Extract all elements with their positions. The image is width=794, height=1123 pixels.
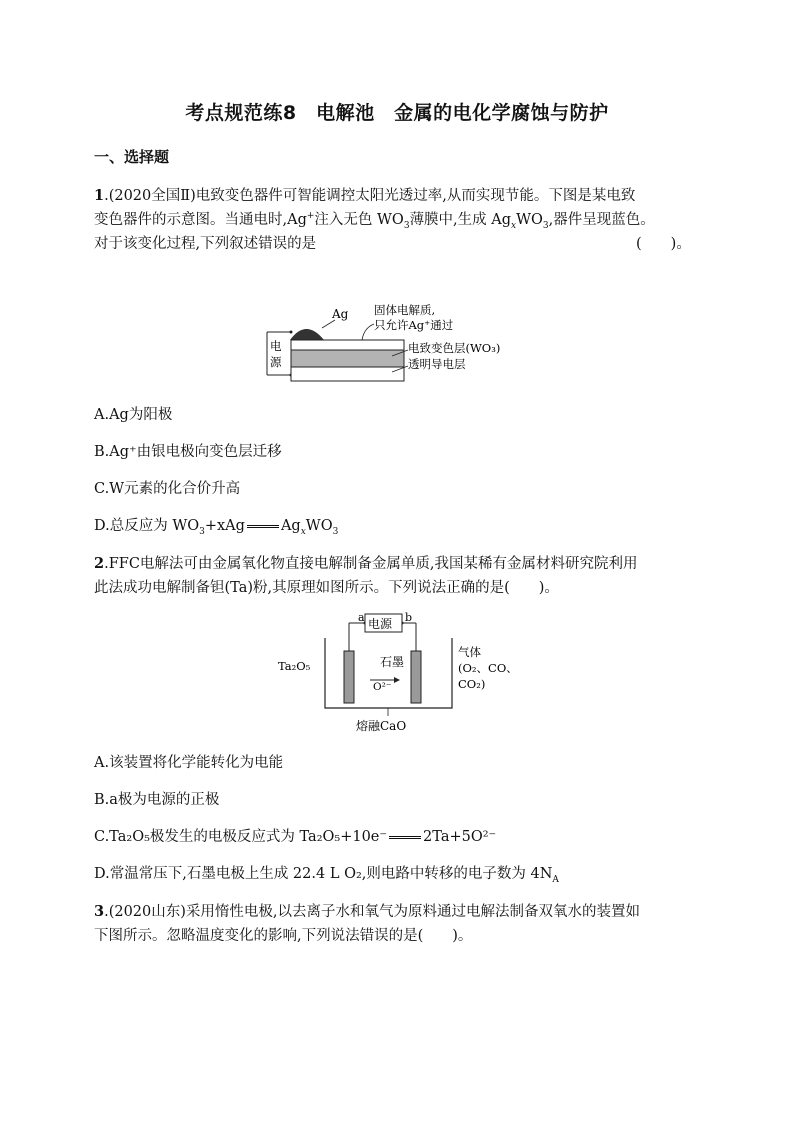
q3-line-1 xyxy=(94,900,640,921)
q2-option-d-text: D.常温常压下,石墨电极上生成 22.4 L O₂,则电路中转移的电子数为 4N xyxy=(94,866,553,882)
graphite-label: 石墨 xyxy=(380,655,405,669)
power-label-1: 电 xyxy=(270,339,282,353)
terminal-a: a xyxy=(358,611,365,624)
ta2o5-electrode xyxy=(344,651,354,703)
q1-text-3: 对于该变化过程,下列叙述错误的是 xyxy=(94,236,317,252)
q3-number: 3 xyxy=(94,903,105,920)
q2-line-1 xyxy=(94,552,638,573)
q2-text-1: .FFC电解法可由金属氧化物直接电解制备金属单质,我国某稀有金属材料研究院利用 xyxy=(104,556,638,572)
q1-line-2: 变色器件的示意图。当通电时,Ag+注入无色 $WO_3$薄膜中,生成 $Ag_xWO_3$,器件呈现蓝色。 xyxy=(94,211,655,231)
power-label-2: 源 xyxy=(270,355,282,369)
q1-number: 1 xyxy=(94,187,105,204)
q3-line-2: 下图所示。忽略温度变化的影响,下列说法错误的是( )。 xyxy=(94,928,473,944)
q1-option-c: C.W元素的化合价升高 xyxy=(94,481,241,497)
q1-line-3 xyxy=(94,232,316,253)
q1-option-a: A.Ag为阳极 xyxy=(94,407,173,423)
q1-option-d: D.总反应为 $WO_3+xAg$ $Ag_xWO_3$ xyxy=(94,518,339,537)
equals-sign xyxy=(389,836,421,839)
power-label: 电源 xyxy=(368,617,393,631)
gas-label-3: CO₂) xyxy=(458,677,486,691)
ag-label: Ag xyxy=(332,307,349,321)
q2-option-b: B.a极为电源的正极 xyxy=(94,792,220,808)
q1-line-1 xyxy=(94,184,635,205)
q1-text-2c: 薄膜中,生成 Ag xyxy=(409,212,512,228)
q1-answer-paren: ( )。 xyxy=(636,236,691,252)
equals-sign xyxy=(247,525,279,528)
q1-option-d-c: Ag xyxy=(280,518,301,534)
section-heading: 一、选择题 xyxy=(94,148,170,166)
electrolyte-label-1: 固体电解质, xyxy=(374,303,436,317)
q2-option-d-sub: A xyxy=(552,874,559,885)
q3-text-1: .(2020山东)采用惰性电极,以去离子水和氧气为原料通过电解法制备双氧水的装置如 xyxy=(104,904,641,920)
q2-option-c-a: C.Ta₂O₅极发生的电极反应式为 Ta₂O₅+10e⁻ xyxy=(94,829,388,845)
gas-label-2: (O₂、CO、 xyxy=(458,661,518,675)
q2-line-2: 此法成功电解制备钽(Ta)粉,其原理如图所示。下列说法正确的是( )。 xyxy=(94,580,559,596)
q1-option-d-b: +xAg xyxy=(204,518,245,534)
electrochromic-layer xyxy=(291,350,404,367)
ag-electrode xyxy=(290,329,324,340)
solid-electrolyte xyxy=(291,340,404,350)
q2-option-d xyxy=(94,862,559,885)
layer2-label: 透明导电层 xyxy=(408,357,466,371)
q1-text-2a: 变色器件的示意图。当通电时,Ag xyxy=(94,212,307,228)
terminal-b: b xyxy=(405,611,413,624)
electrolyte-label-2: 只允许Ag⁺通过 xyxy=(374,318,454,332)
q1-text-1: .(2020全国Ⅱ)电致变色器件可智能调控太阳光透过率,从而实现节能。下图是某电致 xyxy=(104,188,636,204)
q1-text-2d: WO xyxy=(516,212,543,228)
layer1-label: 电致变色层(WO₃) xyxy=(408,341,501,355)
ta2o5-label: Ta₂O₅ xyxy=(278,659,311,673)
q1-option-b: B.Ag⁺由银电极向变色层迁移 xyxy=(94,444,282,460)
gas-label-1: 气体 xyxy=(458,645,481,659)
q1-option-d-d: WO xyxy=(305,518,333,534)
ion-label: O²⁻ xyxy=(373,681,392,693)
transparent-conductive-layer xyxy=(291,367,404,381)
melt-label: 熔融CaO xyxy=(356,719,407,733)
graphite-electrode xyxy=(411,651,421,703)
q1-option-d-a: D.总反应为 WO xyxy=(94,518,200,534)
q2-number: 2 xyxy=(94,555,105,572)
q1-text-2b: 注入无色 WO xyxy=(314,212,404,228)
page-title: 考点规范练8 电解池 金属的电化学腐蚀与防护 xyxy=(185,102,609,124)
q1-text-2e: ,器件呈现蓝色。 xyxy=(548,212,655,228)
ffc-electrolysis-figure xyxy=(270,608,540,736)
q2-option-c-b: 2Ta+5O²⁻ xyxy=(423,829,497,845)
q2-option-c xyxy=(94,825,496,846)
q2-option-a: A.该装置将化学能转化为电能 xyxy=(94,755,284,771)
electrochromic-device-figure xyxy=(262,300,542,390)
